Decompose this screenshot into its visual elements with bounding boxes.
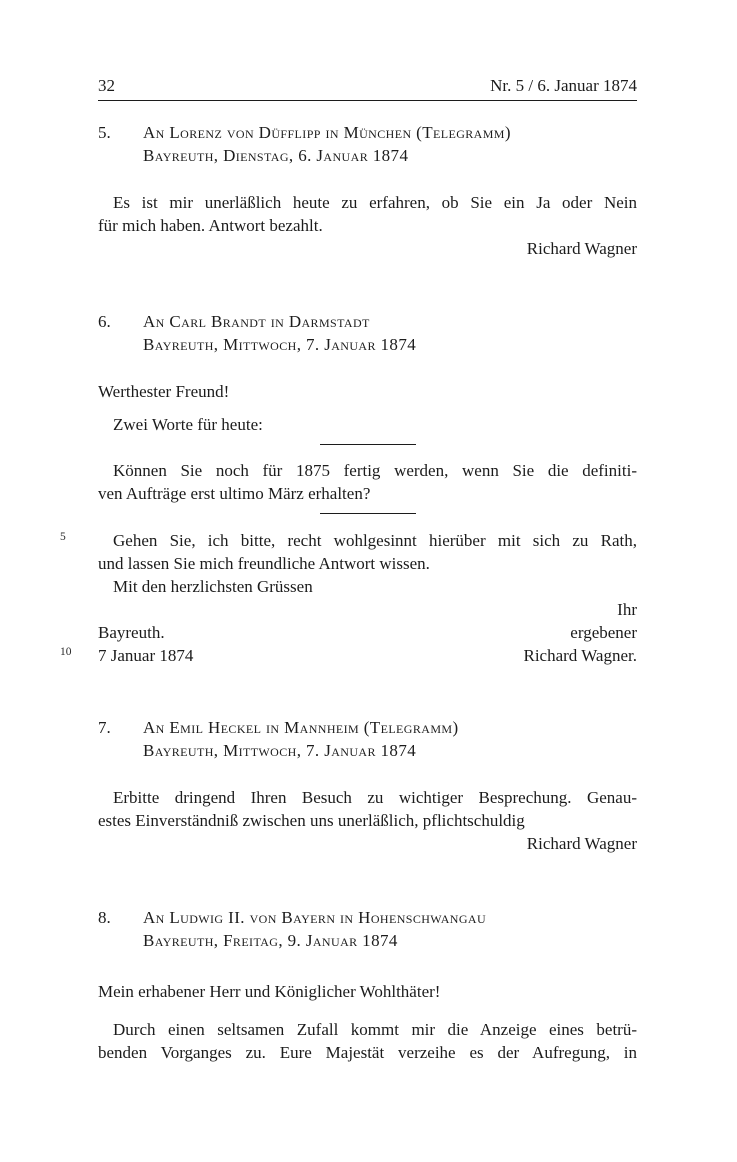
page-number: 32 — [98, 76, 115, 95]
letter-8-body-line-2: benden Vorganges zu. Eure Majestät verzeihe es der Aufregung, in — [98, 1043, 637, 1062]
margin-line-number-5: 5 — [60, 531, 66, 543]
letter-6-closing-ergebener: ergebener — [570, 623, 637, 642]
letter-6-closing-row-2 — [60, 644, 637, 667]
letter-8-salutation: Mein erhabener Herr und Königlicher Wohlthäter! — [98, 982, 441, 1001]
letter-7-body-line-2: estes Einverständniß zwischen uns unerläßlich, pflichtschuldig — [98, 811, 525, 830]
letter-6-closing-place: Bayreuth. — [98, 623, 165, 642]
letter-6-heading — [98, 310, 637, 356]
letter-6-closing-ihr: Ihr — [617, 600, 637, 619]
letter-6-salutation: Werthester Freund! — [98, 382, 230, 401]
letter-6-paragraph-1: Zwei Worte für heute: — [113, 415, 263, 434]
letter-5-heading-text — [143, 121, 511, 167]
letter-7 — [98, 716, 637, 855]
letter-6-heading-text — [143, 310, 416, 356]
letter-6-paragraph-2 — [98, 459, 637, 505]
letter-8-heading-text — [143, 906, 486, 952]
separator-rule — [320, 444, 416, 445]
letter-8-body — [98, 1018, 637, 1064]
separator-rule — [320, 513, 416, 514]
letter-6-paragraph-3-line-1: Gehen Sie, ich bitte, recht wohlgesinnt hierüber mit sich zu Rath, — [113, 531, 637, 550]
letter-5 — [98, 121, 637, 260]
letter-7-dateline: Bayreuth, Mittwoch, 7. Januar 1874 — [143, 741, 417, 760]
letter-5-body — [98, 191, 637, 260]
letter-6-paragraph-3-line-2: und lassen Sie mich freundliche Antwort wissen. — [98, 554, 430, 573]
letter-7-body-line-1: Erbitte dringend Ihren Besuch zu wichtiger Besprechung. Genau- — [113, 788, 637, 807]
letter-5-body-line-2: für mich haben. Antwort bezahlt. — [98, 216, 323, 235]
letter-8-recipient: An Ludwig II. von Bayern in Hohenschwangau — [143, 908, 487, 927]
margin-line-number-10: 10 — [60, 646, 72, 658]
letter-6-paragraph-2-line-2: ven Aufträge erst ultimo März erhalten? — [98, 484, 371, 503]
letter-6-paragraph-3-line-1-wrap — [60, 529, 637, 552]
letter-5-recipient: An Lorenz von Düfflipp in München (Telegramm) — [143, 123, 511, 142]
letter-7-signature: Richard Wagner — [526, 834, 637, 853]
letter-8-dateline: Bayreuth, Freitag, 9. Januar 1874 — [143, 931, 398, 950]
letter-6-dateline: Bayreuth, Mittwoch, 7. Januar 1874 — [143, 335, 417, 354]
letter-6-closing-date: 7 Januar 1874 — [98, 646, 194, 665]
letter-5-dateline: Bayreuth, Dienstag, 6. Januar 1874 — [143, 146, 409, 165]
letter-6-closing-row-1 — [98, 621, 637, 644]
letter-6-number: 6. — [98, 312, 111, 331]
letter-5-signature: Richard Wagner — [526, 239, 637, 258]
letter-7-number: 7. — [98, 718, 111, 737]
letter-7-body — [98, 786, 637, 855]
letter-7-recipient: An Emil Heckel in Mannheim (Telegramm) — [143, 718, 459, 737]
letter-8-heading — [98, 906, 637, 952]
letter-6-recipient: An Carl Brandt in Darmstadt — [143, 312, 370, 331]
letter-6-paragraph-2-line-1: Können Sie noch für 1875 fertig werden, wenn Sie die definiti- — [113, 461, 637, 480]
letter-6 — [60, 310, 637, 667]
letter-6-paragraph-3 — [60, 529, 637, 598]
letter-8-body-line-1: Durch einen seltsamen Zufall kommt mir die Anzeige eines betrü- — [113, 1020, 637, 1039]
letter-5-body-line-1: Es ist mir unerläßlich heute zu erfahren, ob Sie ein Ja oder Nein — [113, 193, 637, 212]
letter-5-number: 5. — [98, 123, 111, 142]
letter-6-paragraph-3-line-3: Mit den herzlichsten Grüssen — [113, 577, 313, 596]
letter-8-number: 8. — [98, 908, 111, 927]
letter-7-heading — [98, 716, 637, 762]
letter-7-heading-text — [143, 716, 459, 762]
letter-5-heading — [98, 121, 637, 167]
running-header — [98, 74, 637, 101]
running-head: Nr. 5 / 6. Januar 1874 — [490, 76, 637, 95]
letter-6-closing-signature: Richard Wagner. — [523, 646, 637, 665]
letter-8 — [98, 906, 637, 1064]
